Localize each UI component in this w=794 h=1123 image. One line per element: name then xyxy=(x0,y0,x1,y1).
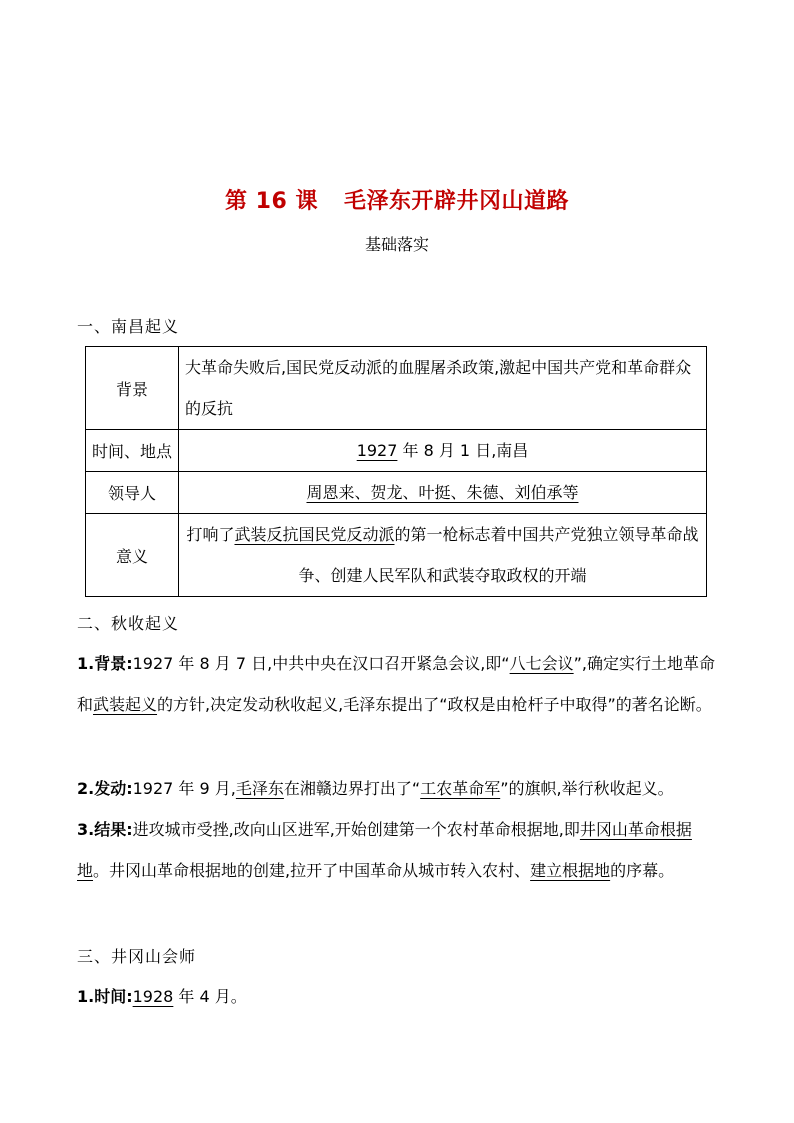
fill-blank: 八七会议 xyxy=(509,654,574,673)
row-content xyxy=(179,472,707,514)
paragraph-text: 1927 年 9 月, xyxy=(132,779,236,798)
section-heading-autumn-harvest: 二、秋收起义 xyxy=(77,614,180,633)
paragraph-time xyxy=(77,976,719,1017)
row-label: 意义 xyxy=(86,514,179,597)
item-label: 1.时间: xyxy=(77,987,133,1006)
fill-blank: 武装起义 xyxy=(93,695,158,714)
paragraph-text: 在湘赣边界打出了“ xyxy=(283,779,421,798)
paragraph-text: 的序幕。 xyxy=(610,861,675,880)
row-text: 年 8 月 1 日,南昌 xyxy=(397,441,529,460)
nanchang-uprising-table xyxy=(85,346,707,597)
paragraph-launch xyxy=(77,768,719,809)
row-text: 打响了 xyxy=(186,525,235,544)
fill-blank: 1928 xyxy=(132,987,174,1006)
fill-blank: 井冈山革命根据地 xyxy=(77,820,692,880)
paragraph-text: 1927 年 8 月 7 日,中共中央在汉口召开紧急会议,即“ xyxy=(132,654,510,673)
row-content xyxy=(179,430,707,472)
fill-blank: 周恩来、贺龙、叶挺、朱德、刘伯承等 xyxy=(306,483,579,502)
fill-blank: 毛泽东 xyxy=(235,779,284,798)
row-content xyxy=(179,514,707,597)
table-row xyxy=(86,514,707,597)
paragraph-text: ”,确定实行土地革命和 xyxy=(77,654,716,714)
lesson-name: 毛泽东开辟井冈山道路 xyxy=(343,189,569,214)
fill-blank: 1927 xyxy=(356,441,398,460)
section-heading-jinggangshan: 三、井冈山会师 xyxy=(77,947,197,966)
item-label: 3.结果: xyxy=(77,820,133,839)
table-row xyxy=(86,347,707,430)
paragraph-text: ”的旗帜,举行秋收起义。 xyxy=(500,779,674,798)
fill-blank: 工农革命军 xyxy=(420,779,501,798)
paragraph-background xyxy=(77,643,719,725)
item-label: 2.发动: xyxy=(77,779,133,798)
row-label: 时间、地点 xyxy=(86,430,179,472)
lesson-number: 第 16 课 xyxy=(225,189,318,214)
table-row xyxy=(86,472,707,514)
row-label: 背景 xyxy=(86,347,179,430)
section-heading-nanchang: 一、南昌起义 xyxy=(77,317,180,336)
row-label: 领导人 xyxy=(86,472,179,514)
fill-blank: 建立根据地 xyxy=(530,861,611,880)
paragraph-text: 年 4 月。 xyxy=(173,987,247,1006)
paragraph-text: 进攻城市受挫,改向山区进军,开始创建第一个农村革命根据地,即 xyxy=(132,820,580,839)
page-title xyxy=(0,184,794,215)
paragraph-result xyxy=(77,809,719,891)
paragraph-text: 的方针,决定发动秋收起义,毛泽东提出了“政权是由枪杆子中取得”的著名论断。 xyxy=(157,695,712,714)
row-content: 大革命失败后,国民党反动派的血腥屠杀政策,激起中国共产党和革命群众的反抗 xyxy=(179,347,707,430)
table-row xyxy=(86,430,707,472)
item-label: 1.背景: xyxy=(77,654,133,673)
paragraph-text: 。井冈山革命根据地的创建,拉开了中国革命从城市转入农村、 xyxy=(93,861,531,880)
row-text: 的第一枪标志着中国共产党独立领导革命战争、创建人民军队和武装夺取政权的开端 xyxy=(298,525,699,585)
fill-blank: 武装反抗国民党反动派 xyxy=(234,525,395,544)
page-subtitle: 基础落实 xyxy=(364,235,429,254)
